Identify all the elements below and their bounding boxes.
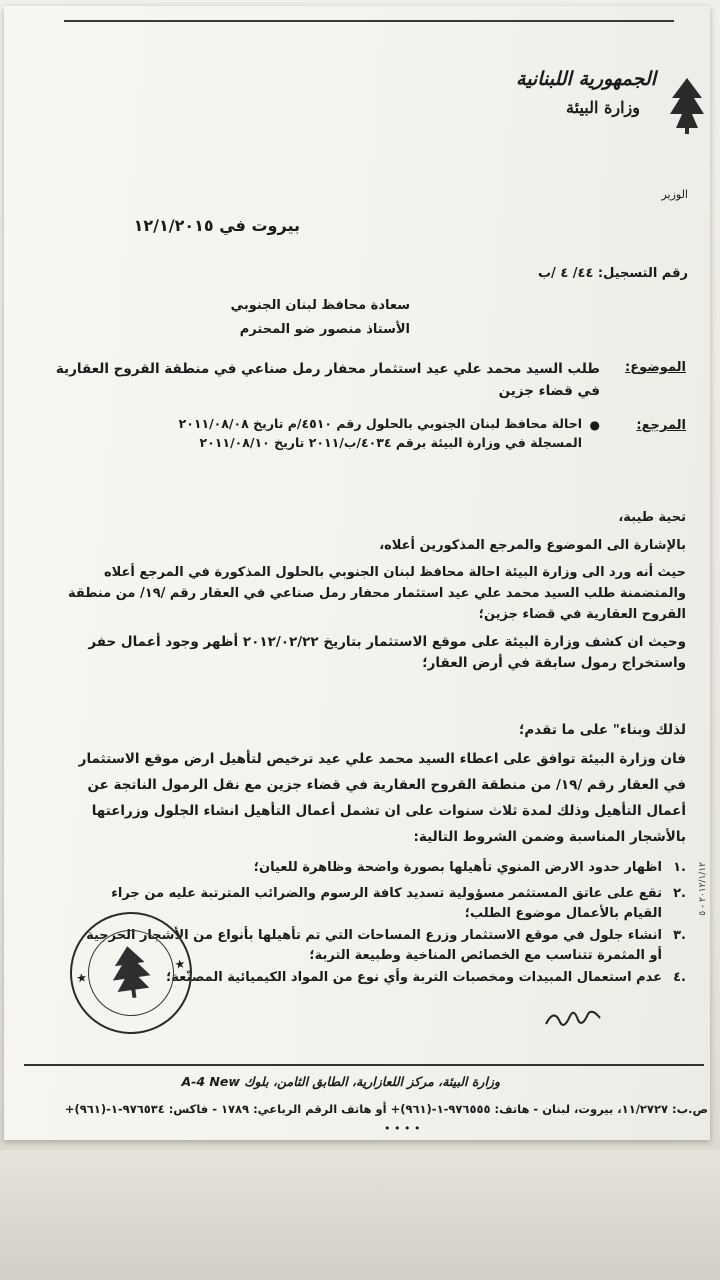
recipient-title: سعادة محافظ لبنان الجنوبي [230,298,410,313]
recipient-name: الأستاذ منصور ضو المحترم [239,322,410,337]
reference-line-1: احالة محافظ لبنان الجنوبي بالحلول رقم ٤٥١٠/م تاريخ ٢٠١١/٠٨/٠٨ [178,416,582,431]
therefore-line: لذلك وبناء" على ما تقدم؛ [519,722,686,738]
condition-number: .٤ [673,970,686,985]
reference-line-2: المسجلة في وزارة البيئة برقم ٤٠٣٤/ب/٢٠١١ تاريخ ٢٠١١/٠٨/١٠ [199,435,582,450]
subject-label: الموضوع: [625,360,686,375]
condition-1 [46,858,686,880]
footer-rule [24,1064,704,1066]
reference-bullet: ● [589,418,600,432]
footer-contact: ص.ب: ١١/٢٧٢٧، بيروت، لبنان - هاتف: ٩٧٦٥٥٥-١-(٩٦١)+ أو هاتف الرقم الرباعي: ١٧٨٩ - فاكس: ٩٧٦٥٣٤-١-(٩٦١)+ [64,1102,708,1116]
signature-icon [544,1004,604,1034]
cedar-icon [102,941,159,1003]
condition-text: اظهار حدود الارض المنوي تأهيلها بصورة واضحة وظاهرة للعيان؛ [253,860,662,875]
letter-date: بيروت في ١٢/١/٢٠١٥ [133,216,300,235]
condition-text: انشاء جلول في موقع الاستثمار وزرع المساحات التي تم تأهيلها بأنواع من الأشجار الحرجية أو المثمرة تتناسب مع الخصائص المناخية وطبيعة التربة؛ [86,928,662,963]
republic-title: الجمهورية اللبنانية [516,68,656,90]
registration-number: رقم التسجيل: ٤٤/ ٤ /ب [537,266,688,281]
condition-number: .٣ [673,928,686,943]
paragraph-1: حيث أنه ورد الى وزارة البيئة احالة محافظ لبنان الجنوبي بالحلول المذكورة في المرجع أعلاه والمتضمنة طلب السيد محمد علي عيد استثمار محفار رمل صناعي في العقار رقم /١٩/ من منطقة القروح العقارية في قضاء جزين؛ [67,565,686,622]
footer-address: وزارة البيئة، مركز اللعازارية، الطابق الثامن، بلوك A-4 New [181,1074,500,1089]
condition-text: عدم استعمال المبيدات ومخصبات التربة وأي نوع من المواد الكيميائية المصنّعة؛ [166,970,662,985]
decision-paragraph: فان وزارة البيئة توافق على اعطاء السيد محمد علي عيد ترخيص لتأهيل ارض موقع الاستثمار في العقار رقم /١٩/ من منطقة القروح العقارية في قضاء جزين مع نقل الرمول الناتجة عن أعمال التأهيل وذلك لمدة ثلاث سنوات على ان تشمل أعمال التأهيل انشاء الجلول وزراعتها بالأشجار المناسبة وضمن الشروط التالية: [78,751,686,845]
reference-text [42,414,582,452]
ministry-title: وزارة البيئة [566,98,640,117]
intro-line: بالإشارة الى الموضوع والمرجع المذكورين أعلاه، [379,538,686,553]
cedar-emblem-icon [668,76,706,136]
condition-number: .١ [673,860,686,875]
reference-label: المرجع: [636,418,686,433]
star-icon: ★ [173,956,187,972]
letter-page [4,6,710,1140]
minister-label: الوزير [661,188,688,201]
top-rule [64,20,674,22]
condition-text: تقع على عاتق المستثمر مسؤولية تسديد كافة الرسوم والضرائب المترتبة عليه من جراء القيام بالأعمال موضوع الطلب؛ [111,886,662,921]
side-margin-note: ٢٠١٢/١/١٢ - ٥ [698,862,708,916]
underlying-page [0,1150,720,1280]
footer-dots: • • • • [384,1122,421,1135]
star-icon: ★ [75,970,88,986]
subject-text: طلب السيد محمد علي عيد استثمار محفار رمل صناعي في منطقة القروح العقارية في قضاء جزين [55,361,600,399]
condition-number: .٢ [673,886,686,901]
paragraph-2: وحيث ان كشف وزارة البيئة على موقع الاستثمار بتاريخ ٢٠١٢/٠٢/٢٢ أظهر وجود أعمال حفر واستخراج رمول سابقة في أرض العقار؛ [88,634,686,671]
greeting: تحية طيبة، [618,510,686,525]
